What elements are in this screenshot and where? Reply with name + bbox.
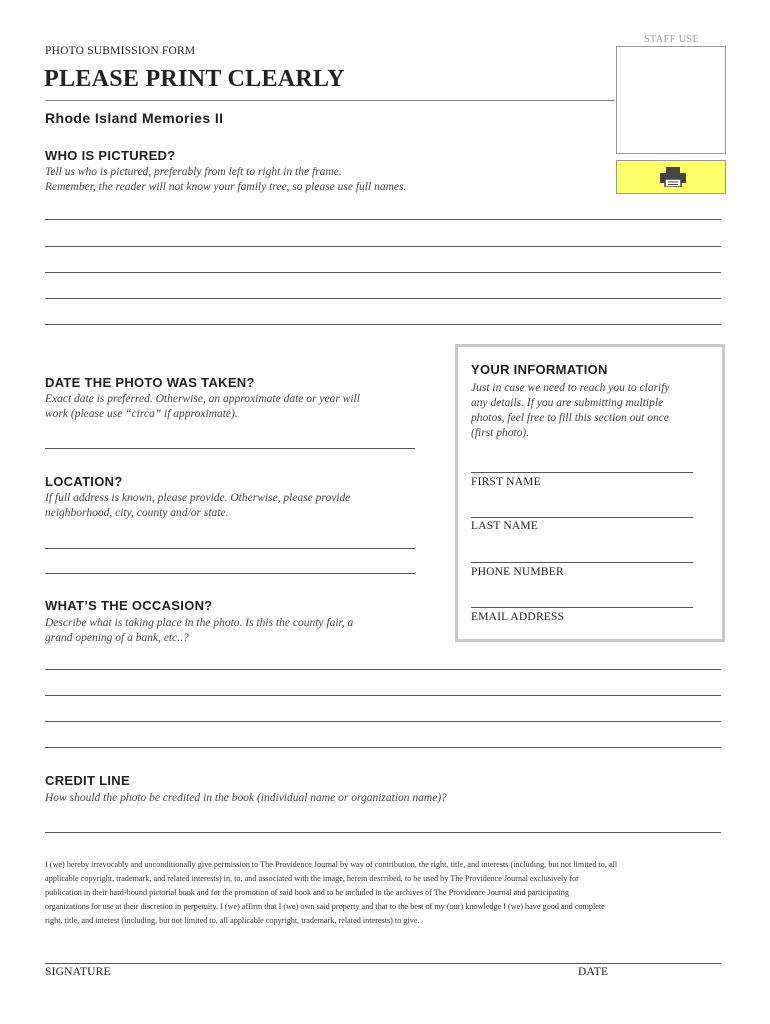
signature-line[interactable] [45,963,721,964]
occasion-input-line-2[interactable] [45,695,721,696]
who-input-line-2[interactable] [45,246,721,247]
credit-description: How should the photo be credited in the book (individual name or organization name)? [45,792,447,804]
page-title: PLEASE PRINT CLEARLY [44,66,345,92]
location-heading: LOCATION? [45,474,123,489]
book-subtitle: Rhode Island Memories II [45,110,224,126]
email-address-field[interactable] [471,607,693,608]
who-input-line-1[interactable] [45,219,721,220]
credit-input-line[interactable] [45,832,721,833]
staff-use-box [616,46,726,154]
location-description-2: neighborhood, city, county and/or state. [45,507,229,519]
occasion-description-2: grand opening of a bank, etc..? [45,632,189,644]
occasion-input-line-3[interactable] [45,721,721,722]
last-name-field[interactable] [471,517,693,518]
credit-heading: CREDIT LINE [45,773,130,788]
who-heading: WHO IS PICTURED? [45,148,176,163]
printer-icon [659,167,687,192]
your-information-desc-2: any details. If you are submitting multiple [471,397,664,409]
your-information-desc-3: photos, feel free to fill this section out once [471,412,669,424]
occasion-input-line-1[interactable] [45,669,721,670]
who-input-line-4[interactable] [45,298,721,299]
your-information-desc-1: Just in case we need to reach you to clarify [471,382,670,394]
your-information-heading: YOUR INFORMATION [471,362,608,377]
legal-line-4: organizations for use at their discretion in perpetuity. I (we) affirm that I (we) own said property and that to the best of my (our) knowledge I (we) have good and complete [45,902,605,911]
legal-line-2: applicable copyright, trademark, and related interests) in, to, and associated with the image, herein described, to be used by The Providence Journal exclusively for [45,874,579,883]
legal-line-5: right, title, and interest (including, but not limited to, all applicable copyright, trademark, related interests) to give. [45,916,420,925]
legal-line-3: publication in their hard-bound pictorial book and for the promotion of said book and to be included in the archives of The Providence Journal and participating [45,888,569,897]
last-name-label: LAST NAME [471,520,539,532]
form-label: PHOTO SUBMISSION FORM [45,45,196,57]
date-label: DATE [578,966,609,978]
date-heading: DATE THE PHOTO WAS TAKEN? [45,375,255,390]
occasion-heading: WHAT’S THE OCCASION? [45,598,213,613]
legal-line-1: I (we) hereby irrevocably and unconditionally give permission to The Providence Journal by way of contribution, the right, title, and interests (including, but not limited to, all [45,860,618,869]
first-name-label: FIRST NAME [471,476,541,488]
who-description-2: Remember, the reader will not know your family tree, so please use full names. [45,181,407,193]
occasion-input-line-4[interactable] [45,747,721,748]
title-divider [45,100,615,101]
staff-use-label: STAFF USE [644,34,700,45]
print-button[interactable] [616,160,726,194]
location-description-1: If full address is known, please provide. Otherwise, please provide [45,492,351,504]
first-name-field[interactable] [471,472,693,473]
signature-label: SIGNATURE [45,966,111,978]
email-address-label: EMAIL ADDRESS [471,611,565,623]
your-information-desc-4: (first photo). [471,427,530,439]
who-input-line-5[interactable] [45,324,721,325]
who-description-1: Tell us who is pictured, preferably from left to right in the frame. [45,166,342,178]
phone-number-label: PHONE NUMBER [471,566,564,578]
location-input-line-2[interactable] [45,573,415,574]
date-input-line[interactable] [45,448,415,449]
phone-number-field[interactable] [471,562,693,563]
who-input-line-3[interactable] [45,272,721,273]
date-description-1: Exact date is preferred. Otherwise, an approximate date or year will [45,393,360,405]
your-information-panel [455,344,725,642]
location-input-line-1[interactable] [45,548,415,549]
occasion-description-1: Describe what is taking place in the photo. Is this the county fair, a [45,617,354,629]
date-description-2: work (please use “circa” if approximate). [45,408,238,420]
